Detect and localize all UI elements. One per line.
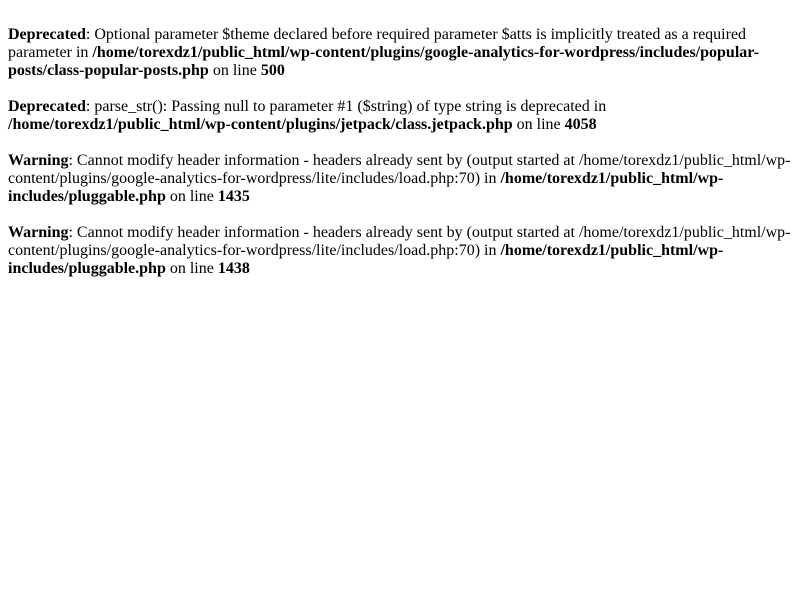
- notice-message: : Cannot modify header information - headers already sent by (output started at /home/torexdz1/public_html/wp-content/plugins/google-analytics-for-wordpress/lite/includes/load.php:70) in: [8, 224, 791, 259]
- notice-line-number: 1438: [217, 260, 250, 277]
- php-notice-warning: [8, 152, 792, 206]
- notice-message: : parse_str(): Passing null to parameter #1 ($string) of type string is deprecated in: [85, 98, 607, 115]
- notice-message: : Cannot modify header information - headers already sent by (output started at /home/torexdz1/public_html/wp-content/plugins/google-analytics-for-wordpress/lite/includes/load.php:70) in: [8, 152, 791, 187]
- notice-on-line: on line: [165, 260, 218, 277]
- notice-line-number: 1435: [217, 188, 250, 205]
- notice-on-line: on line: [208, 62, 261, 79]
- notice-on-line: on line: [512, 116, 565, 133]
- notice-level: Warning: [8, 152, 69, 169]
- notice-file: /home/torexdz1/public_html/wp-includes/pluggable.php: [8, 170, 724, 205]
- php-notice-warning: [8, 224, 792, 278]
- notice-on-line: on line: [165, 188, 218, 205]
- notice-file: /home/torexdz1/public_html/wp-content/plugins/jetpack/class.jetpack.php: [8, 116, 513, 133]
- notice-level: Deprecated: [8, 98, 86, 115]
- php-notices: [8, 26, 792, 296]
- notice-level: Deprecated: [8, 26, 86, 43]
- notice-level: Warning: [8, 224, 69, 241]
- notice-message: : Optional parameter $theme declared before required parameter $atts is implicitly treated as a required parameter in: [8, 26, 747, 61]
- notice-line-number: 500: [260, 62, 285, 79]
- notice-line-number: 4058: [564, 116, 597, 133]
- php-notice-deprecated: [8, 98, 792, 134]
- notice-file: /home/torexdz1/public_html/wp-content/plugins/google-analytics-for-wordpress/includes/popular-posts/class-popular-posts.php: [8, 44, 760, 79]
- php-notice-deprecated: [8, 26, 792, 80]
- notice-file: /home/torexdz1/public_html/wp-includes/pluggable.php: [8, 242, 724, 277]
